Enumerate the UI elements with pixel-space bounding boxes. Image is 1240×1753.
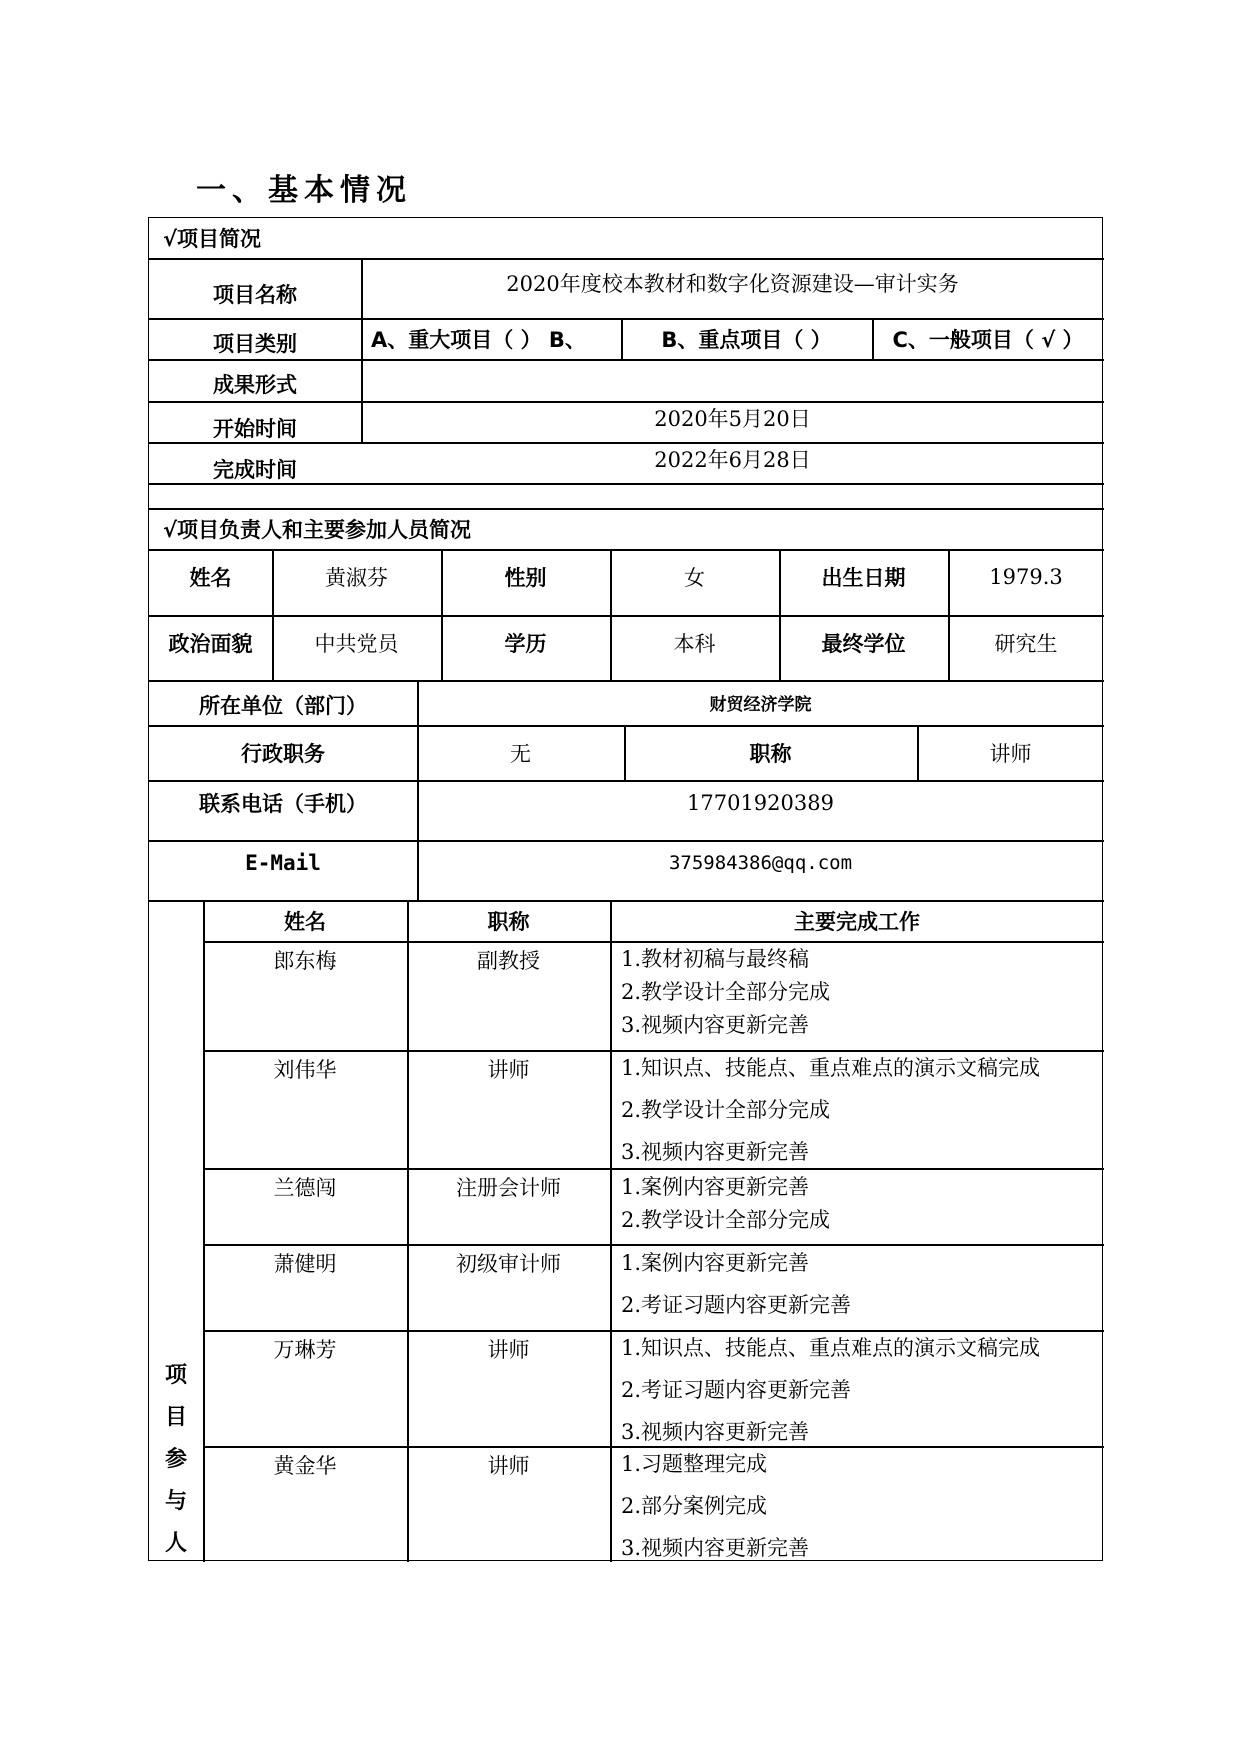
gender-label: 性别 (504, 566, 547, 590)
title-value: 讲师 (989, 741, 1032, 766)
participants-side-label: 项 目 参 与 人 (164, 1363, 187, 1556)
participant-work: 1.案例内容更新完善 2.教学设计全部分完成 (621, 1175, 831, 1232)
degree-value: 研究生 (994, 632, 1058, 656)
participant-work: 1.教材初稿与最终稿 2.教学设计全部分完成 3.视频内容更新完善 (621, 947, 831, 1037)
participant-title: 初级审计师 (456, 1252, 561, 1276)
category-option-c: C、一般项目（ √ ） (892, 327, 1084, 352)
participant-work: 1.知识点、技能点、重点难点的演示文稿完成 2.考证习题内容更新完善 3.视频内容更新完善 (621, 1336, 1041, 1444)
political-label: 政治面貌 (168, 632, 253, 656)
leader-name-value: 黄淑芬 (325, 566, 388, 590)
phone-label: 联系电话（手机） (199, 791, 367, 816)
end-time-label: 完成时间 (213, 457, 297, 482)
political-value: 中共党员 (314, 632, 399, 656)
basic-info-table (148, 217, 1103, 1561)
participant-title: 讲师 (487, 1338, 530, 1362)
participants-col-work: 主要完成工作 (794, 909, 920, 934)
category-option-a: A、重大项目（ ） B、 (371, 327, 586, 352)
unit-label: 所在单位（部门） (199, 693, 367, 718)
participants-col-name: 姓名 (284, 909, 326, 934)
category-option-b: B、重点项目（ ） (661, 327, 832, 352)
title-label: 职称 (749, 741, 792, 766)
project-name-label: 项目名称 (213, 283, 297, 307)
degree-label: 最终学位 (821, 632, 906, 656)
end-time-value: 2022年6月28日 (654, 448, 811, 472)
participant-work: 1.习题整理完成 2.部分案例完成 3.视频内容更新完善 (621, 1452, 810, 1560)
gender-value: 女 (684, 566, 705, 590)
participant-name: 黄金华 (273, 1454, 337, 1478)
birth-label: 出生日期 (821, 566, 906, 590)
participant-name: 郎东梅 (273, 949, 337, 973)
participant-title: 副教授 (477, 949, 540, 973)
leader-section-label: √项目负责人和主要参加人员简况 (163, 517, 472, 542)
participant-name: 兰德闯 (273, 1176, 337, 1200)
phone-value: 17701920389 (687, 790, 834, 815)
admin-post-label: 行政职务 (241, 741, 325, 766)
education-value: 本科 (673, 632, 716, 656)
email-label: E-Mail (245, 850, 321, 875)
education-label: 学历 (504, 632, 547, 656)
start-time-value: 2020年5月20日 (654, 407, 811, 431)
overview-section-label: √项目简况 (163, 227, 262, 251)
participant-title: 注册会计师 (456, 1176, 561, 1200)
project-name-value: 2020年度校本教材和数字化资源建设—审计实务 (506, 272, 959, 296)
unit-value: 财贸经济学院 (709, 695, 812, 715)
participant-work: 1.知识点、技能点、重点难点的演示文稿完成 2.教学设计全部分完成 3.视频内容更新完善 (621, 1056, 1041, 1164)
admin-post-value: 无 (510, 741, 531, 766)
participants-col-title: 职称 (487, 909, 530, 934)
participant-name: 刘伟华 (273, 1058, 337, 1082)
participant-work: 1.案例内容更新完善 2.考证习题内容更新完善 (621, 1251, 852, 1317)
start-time-label: 开始时间 (213, 416, 297, 441)
leader-name-label: 姓名 (189, 566, 232, 590)
participant-title: 讲师 (487, 1454, 530, 1478)
email-value: 375984386@qq.com (668, 851, 853, 874)
result-form-label: 成果形式 (213, 373, 297, 397)
result-form-value (361, 359, 1104, 401)
birth-value: 1979.3 (989, 565, 1063, 589)
participant-name: 万琳芳 (273, 1338, 337, 1362)
participant-name: 萧健明 (273, 1252, 337, 1276)
section-heading: 一、基本情况 (196, 173, 412, 208)
project-category-label: 项目类别 (213, 331, 297, 356)
participant-title: 讲师 (487, 1058, 530, 1082)
